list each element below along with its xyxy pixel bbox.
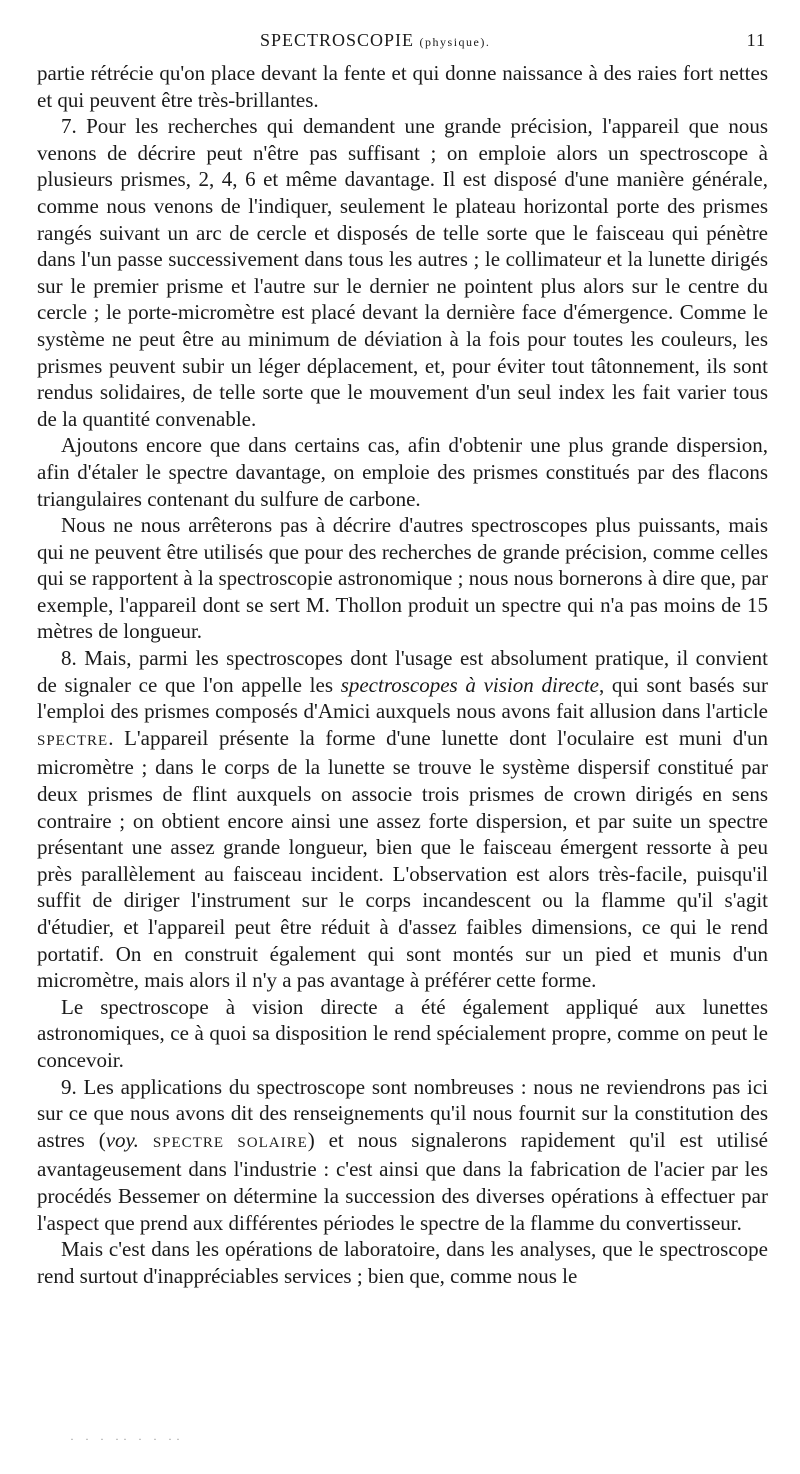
running-header (37, 30, 768, 56)
running-title-subtitle: (physique). (419, 35, 491, 49)
text-run: , qui sont basés sur l'emploi des prismes composés d'Amici auxquels nous avons fait allusion dans l'article (37, 672, 768, 724)
paragraph (37, 994, 768, 1074)
text-run: Nous ne nous arrêterons pas à décrire d'autres spectroscopes plus puissants, mais qui ne peuvent être utilisés que pour des recherches de grande précision, comme celles qui se rapportent à la spectroscopie astronomique ; nous nous bornerons à dire que, par exemple, l'appareil dont se sert M. Thollon produit un spectre qui n'a pas moins de 15 mètres de longueur. (37, 513, 768, 644)
print-artifact-marks: · · · ·· · · ·· (70, 1432, 184, 1446)
paragraph (37, 512, 768, 645)
text-run: 7. Pour les recherches qui demandent une grande précision, l'appareil que nous venons de décrire peut n'être pas suffisant ; on emploie alors un spectroscope à plusieurs prismes, 2, 4, 6 et même davantage. Il est disposé d'une manière générale, comme nous venons de l'indiquer, seulement le plateau horizontal porte des prismes rangés suivant un arc de cercle et disposés de telle sorte que le faisceau qui pénètre dans l'un passe successivement dans tous les autres ; le collimateur et la lunette dirigés sur le premier prisme et l'autre sur le dernier ne pointent plus alors sur le centre du cercle ; le porte-micromètre est placé devant la dernière face d'émergence. Comme le système ne peut être au minimum de déviation à la fois pour toutes les couleurs, les prismes peuvent subir un léger déplacement, et, pour éviter tout tâtonnement, ils sont rendus solidaires, de telle sorte que le mouvement d'un seul index les fait varier tous de la quantité convenable. (37, 114, 768, 431)
text-run: Le spectroscope à vision directe a été également appliqué aux lunettes astronomiques, ce à quoi sa disposition le rend spécialement propre, comme on peut le concevoir. (37, 994, 768, 1072)
running-title-main: SPECTROSCOPIE (260, 30, 415, 50)
text-run: 8. Mais, parmi les spectroscopes dont l'usage est absolument pratique, il convient de signaler ce que l'on appelle les (37, 646, 768, 697)
paragraph (37, 60, 768, 113)
text-run (139, 1128, 153, 1152)
text-run: . L'appareil présente la forme d'une lunette dont l'oculaire est muni d'un micromètre ; dans le corps de la lunette se trouve le système dispersif constitué par deux prismes de flint auxquels on associe trois prismes de crown dirigés en sens contraire ; on obtient encore ainsi une assez forte dispersion, et par suite un spectre présentant une assez grande longueur, bien que le faisceau émergent ressorte à peu près parallèlement au faisceau incident. L'observation est alors très-facile, puisqu'il suffit de diriger l'instrument sur le corps incandescent ou la flamme qu'il s'agit d'étudier, et l'appareil peut être réduit à d'assez faibles dimensions, ce qui le rend portatif. On en construit également qui sont montés sur un pied et munis d'un micromètre, mais alors il n'y a pas avantage à préférer cette forme. (37, 725, 768, 993)
running-title (260, 30, 490, 51)
book-page (37, 30, 768, 1289)
italic-text: spectroscopes à vision directe (340, 672, 599, 697)
paragraph (37, 1074, 768, 1237)
text-run: partie rétrécie qu'on place devant la fente et qui donne naissance à des raies fort nettes et qui peuvent être très-brillantes. (37, 61, 768, 112)
small-caps-text: SPECTRE (37, 732, 109, 749)
paragraph (37, 113, 768, 432)
page-number: 11 (746, 30, 766, 50)
italic-text: voy. (105, 1127, 139, 1152)
paragraph (37, 432, 768, 512)
paragraph (37, 645, 768, 994)
text-run: ) et nous signalerons rapidement qu'il est utilisé avantageusement dans l'industrie : c'est ainsi que dans la fabrication de l'acier par les procédés Bessemer on détermine la succession des diverses opérations à effectuer par l'aspect que prend aux différentes périodes le spectre de la flamme du convertisseur. (37, 1127, 768, 1235)
text-run: 9. Les applications du spectroscope sont nombreuses : nous ne reviendrons pas ici sur ce que nous avons dit des renseignements qu'il nous fournit sur la constitution des astres ( (37, 1074, 768, 1152)
body-text (37, 60, 768, 1289)
paragraph (37, 1236, 768, 1289)
small-caps-text: SPECTRE SOLAIRE (152, 1134, 308, 1151)
text-run: Mais c'est dans les opérations de laboratoire, dans les analyses, que le spectroscope rend surtout d'inappréciables services ; bien que, comme nous le (37, 1237, 768, 1288)
text-run: Ajoutons encore que dans certains cas, afin d'obtenir une plus grande dispersion, afin d'étaler le spectre davantage, on emploie des prismes constitués par des flacons triangulaires contenant du sulfure de carbone. (37, 433, 768, 511)
